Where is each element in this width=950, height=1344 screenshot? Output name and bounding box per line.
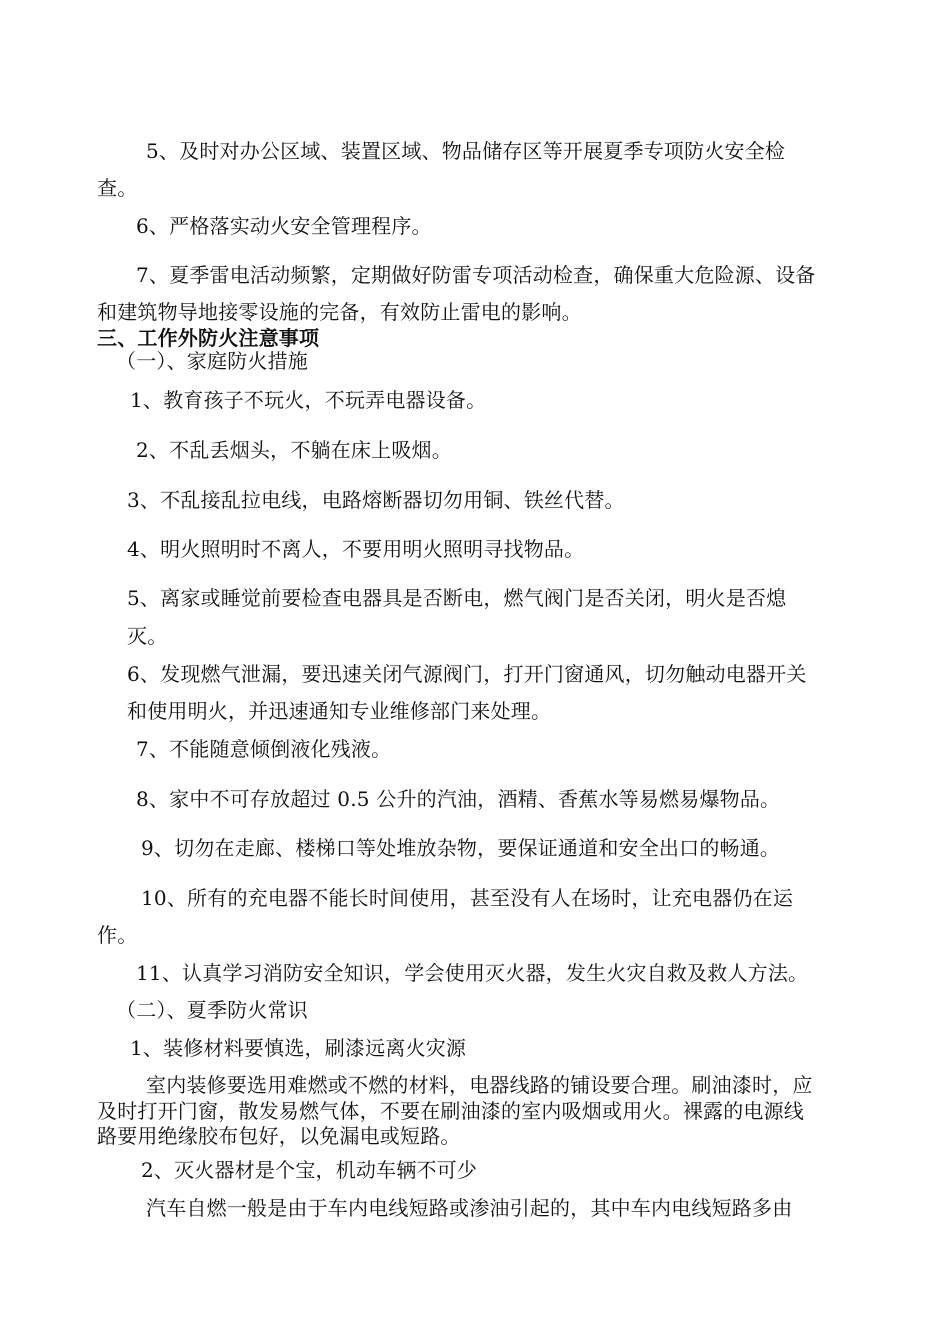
paragraph-line: 汽车自燃一般是由于车内电线短路或渗油引起的，其中车内电线短路多由: [146, 1196, 793, 1220]
list-item: 8、家中不可存放超过 0.5 公升的汽油，酒精、香蕉水等易燃易爆物品。: [136, 787, 781, 811]
list-item: 2、灭火器材是个宝，机动车辆不可少: [141, 1158, 478, 1182]
section-heading: 三、工作外防火注意事项: [97, 326, 320, 350]
list-item: 2、不乱丢烟头，不躺在床上吸烟。: [136, 438, 452, 462]
list-item: 11、认真学习消防安全知识，学会使用灭火器，发生火灾自救及救人方法。: [136, 961, 809, 985]
paragraph-line: 7、夏季雷电活动频繁，定期做好防雷专项活动检查，确保重大危险源、设备: [136, 263, 816, 287]
paragraph-line: 室内装修要选用难燃或不燃的材料，电器线路的铺设要合理。刷油漆时，应: [146, 1073, 813, 1097]
list-item: 6、发现燃气泄漏，要迅速关闭气源阀门，打开门窗通风，切勿触动电器开关: [127, 662, 807, 686]
list-item: 作。: [97, 923, 138, 947]
subsection-heading: （二）、夏季防火常识: [116, 998, 308, 1022]
list-item: 5、离家或睡觉前要检查电器具是否断电，燃气阀门是否关闭，明火是否熄: [127, 586, 787, 610]
list-item: 7、不能随意倾倒液化残液。: [136, 737, 392, 761]
list-item: 1、教育孩子不玩火，不玩弄电器设备。: [130, 388, 487, 412]
list-item: 10、所有的充电器不能长时间使用，甚至没有人在场时，让充电器仍在运: [141, 886, 794, 910]
list-item: 1、装修材料要慎选，刷漆远离火灾源: [130, 1036, 467, 1060]
paragraph-line: 路要用绝缘胶布包好，以免漏电或短路。: [97, 1124, 461, 1148]
list-item: 3、不乱接乱拉电线，电路熔断器切勿用铜、铁丝代替。: [127, 488, 625, 512]
list-item: 灭。: [127, 624, 168, 648]
list-item: 和使用明火，并迅速通知专业维修部门来处理。: [127, 699, 552, 723]
paragraph-line: 查。: [97, 176, 138, 200]
subsection-heading: （一）、家庭防火措施: [116, 349, 308, 373]
list-item: 4、明火照明时不离人，不要用明火照明寻找物品。: [127, 537, 585, 561]
list-item: 9、切勿在走廊、楼梯口等处堆放杂物，要保证通道和安全出口的畅通。: [141, 836, 781, 860]
paragraph-line: 5、及时对办公区域、装置区域、物品储存区等开展夏季专项防火安全检: [146, 139, 786, 163]
paragraph-line: 及时打开门窗，散发易燃气体，不要在刷油漆的室内吸烟或用火。裸露的电源线: [97, 1099, 804, 1123]
paragraph-line: 和建筑物导地接零设施的完备，有效防止雷电的影响。: [97, 300, 582, 324]
paragraph-line: 6、严格落实动火安全管理程序。: [136, 214, 432, 238]
